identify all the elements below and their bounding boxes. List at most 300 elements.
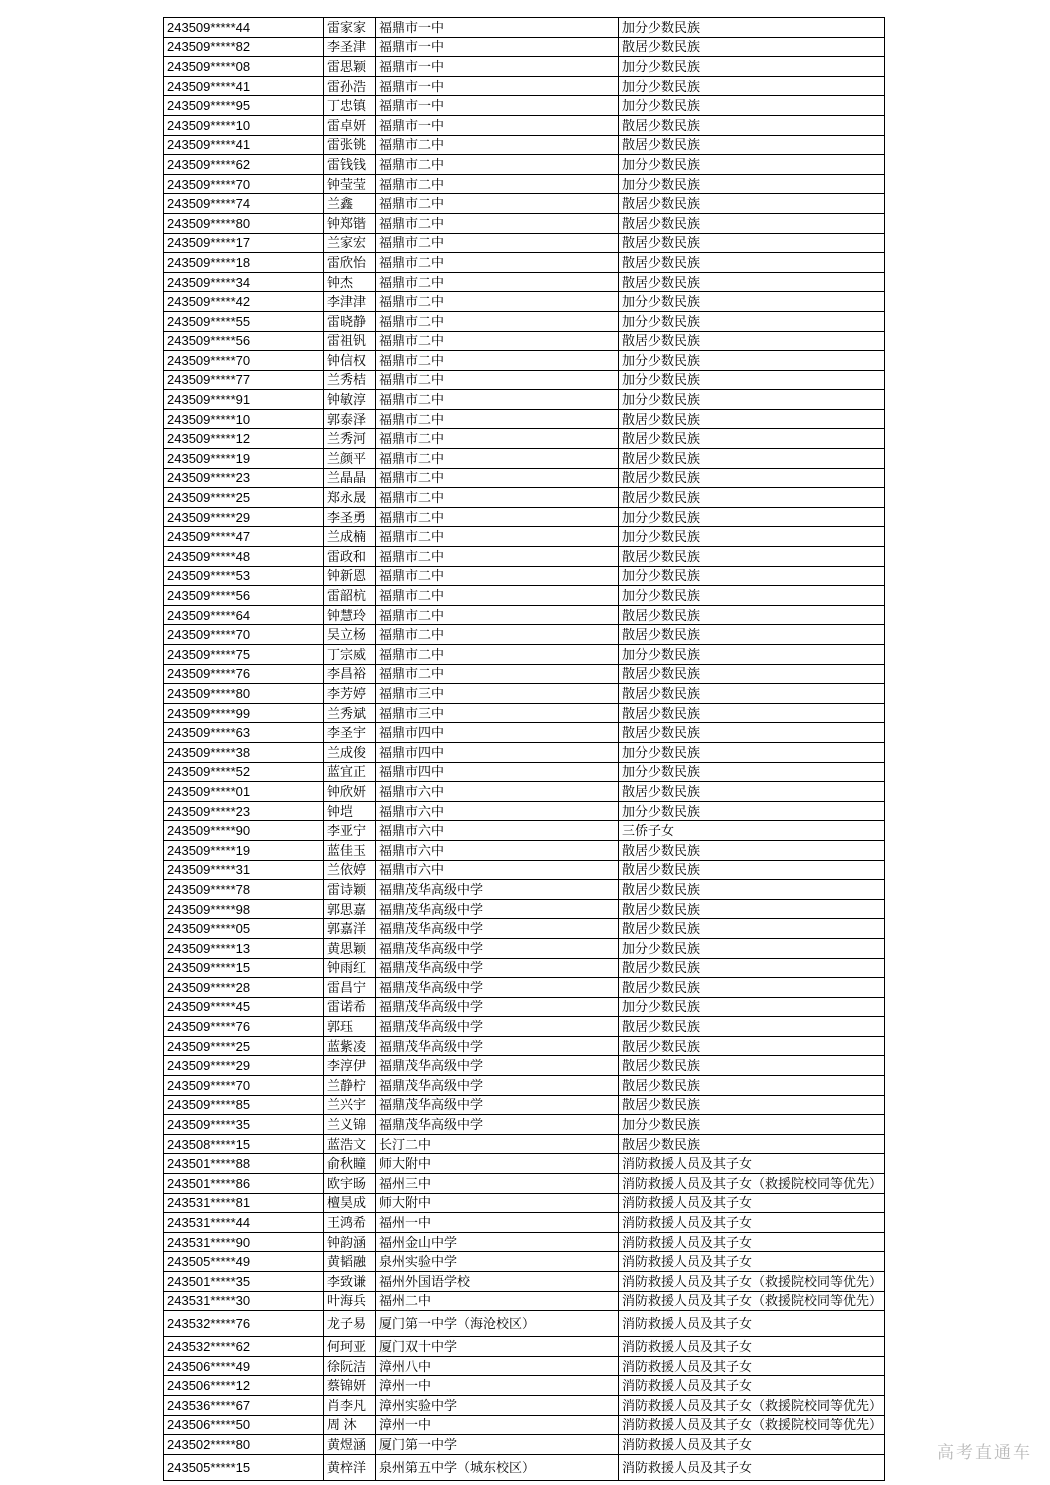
candidate-category-cell: 散居少数民族 [619, 449, 885, 469]
table-row [164, 115, 885, 135]
candidate-name-cell: 雷祖钒 [324, 331, 376, 351]
candidate-name-cell: 雷孙浩 [324, 76, 376, 96]
candidate-school-cell: 福州三中 [376, 1174, 619, 1194]
candidate-category-cell: 加分少数民族 [619, 390, 885, 410]
candidate-id-cell: 243509*****38 [164, 742, 324, 762]
candidate-school-cell: 福州一中 [376, 1213, 619, 1233]
candidate-category-cell: 加分少数民族 [619, 586, 885, 606]
table-row [164, 331, 885, 351]
candidate-name-cell: 兰颜平 [324, 449, 376, 469]
table-row [164, 1154, 885, 1174]
candidate-id-cell: 243509*****70 [164, 351, 324, 371]
table-row [164, 586, 885, 606]
candidate-id-cell: 243509*****25 [164, 488, 324, 508]
candidate-id-cell: 243505*****49 [164, 1252, 324, 1272]
table-row [164, 860, 885, 880]
table-row [164, 194, 885, 214]
candidate-school-cell: 师大附中 [376, 1154, 619, 1174]
candidate-category-cell: 消防救援人员及其子女 [619, 1376, 885, 1396]
candidate-name-cell: 兰秀斌 [324, 703, 376, 723]
candidate-school-cell: 福鼎市二中 [376, 527, 619, 547]
candidate-category-cell: 散居少数民族 [619, 782, 885, 802]
candidate-category-cell: 加分少数民族 [619, 566, 885, 586]
candidate-category-cell: 散居少数民族 [619, 978, 885, 998]
candidate-id-cell: 243509*****12 [164, 429, 324, 449]
table-row [164, 1337, 885, 1357]
candidate-category-cell: 加分少数民族 [619, 57, 885, 77]
candidate-id-cell: 243509*****01 [164, 782, 324, 802]
candidate-id-cell: 243509*****70 [164, 1076, 324, 1096]
candidate-id-cell: 243509*****52 [164, 762, 324, 782]
candidate-name-cell: 周 沐 [324, 1415, 376, 1435]
candidate-name-cell: 兰家宏 [324, 233, 376, 253]
candidate-id-cell: 243509*****44 [164, 18, 324, 38]
candidate-category-cell: 散居少数民族 [619, 468, 885, 488]
candidate-id-cell: 243502*****80 [164, 1435, 324, 1455]
table-row [164, 1193, 885, 1213]
candidate-name-cell: 钟雨红 [324, 958, 376, 978]
candidate-name-cell: 蓝宜正 [324, 762, 376, 782]
candidate-category-cell: 消防救援人员及其子女（救援院校同等优先） [619, 1291, 885, 1311]
candidate-school-cell: 福鼎茂华高级中学 [376, 1115, 619, 1135]
table-row [164, 155, 885, 175]
table-row [164, 96, 885, 116]
candidate-name-cell: 雷晓静 [324, 311, 376, 331]
candidate-id-cell: 243501*****86 [164, 1174, 324, 1194]
candidate-id-cell: 243509*****62 [164, 155, 324, 175]
candidate-category-cell: 散居少数民族 [619, 272, 885, 292]
candidate-name-cell: 兰晶晶 [324, 468, 376, 488]
candidate-id-cell: 243531*****30 [164, 1291, 324, 1311]
candidate-school-cell: 福鼎市一中 [376, 96, 619, 116]
table-row [164, 1232, 885, 1252]
candidate-id-cell: 243509*****19 [164, 840, 324, 860]
candidate-name-cell: 兰鑫 [324, 194, 376, 214]
candidate-name-cell: 蓝紫凌 [324, 1036, 376, 1056]
candidate-name-cell: 雷诺希 [324, 997, 376, 1017]
candidate-school-cell: 福鼎市二中 [376, 566, 619, 586]
candidate-category-cell: 加分少数民族 [619, 155, 885, 175]
table-row [164, 645, 885, 665]
candidate-school-cell: 厦门第一中学（海沧校区） [376, 1311, 619, 1337]
candidate-id-cell: 243509*****82 [164, 37, 324, 57]
candidate-category-cell: 散居少数民族 [619, 880, 885, 900]
candidate-id-cell: 243509*****47 [164, 527, 324, 547]
candidate-school-cell: 福鼎市二中 [376, 331, 619, 351]
table-row [164, 390, 885, 410]
table-row [164, 899, 885, 919]
table-row [164, 919, 885, 939]
candidate-name-cell: 钟杰 [324, 272, 376, 292]
candidate-name-cell: 郑永晟 [324, 488, 376, 508]
candidate-category-cell: 散居少数民族 [619, 194, 885, 214]
candidate-id-cell: 243509*****05 [164, 919, 324, 939]
candidate-school-cell: 厦门双十中学 [376, 1337, 619, 1357]
candidate-name-cell: 李圣勇 [324, 507, 376, 527]
candidate-category-cell: 加分少数民族 [619, 938, 885, 958]
candidate-name-cell: 郭嘉洋 [324, 919, 376, 939]
candidate-name-cell: 兰依婷 [324, 860, 376, 880]
candidate-id-cell: 243509*****70 [164, 625, 324, 645]
candidate-school-cell: 福鼎市二中 [376, 625, 619, 645]
candidate-id-cell: 243509*****08 [164, 57, 324, 77]
candidate-name-cell: 郭泰泽 [324, 409, 376, 429]
candidate-school-cell: 泉州第五中学（城东校区） [376, 1454, 619, 1480]
candidate-category-cell: 消防救援人员及其子女 [619, 1213, 885, 1233]
candidate-category-cell: 消防救援人员及其子女 [619, 1435, 885, 1455]
candidate-school-cell: 福鼎市二中 [376, 547, 619, 567]
candidate-category-cell: 消防救援人员及其子女 [619, 1252, 885, 1272]
table-row [164, 1435, 885, 1455]
candidate-name-cell: 兰静柠 [324, 1076, 376, 1096]
table-row [164, 351, 885, 371]
candidate-school-cell: 福鼎市二中 [376, 155, 619, 175]
candidate-id-cell: 243532*****62 [164, 1337, 324, 1357]
candidate-name-cell: 黄煜涵 [324, 1435, 376, 1455]
candidate-id-cell: 243509*****55 [164, 311, 324, 331]
table-row [164, 1376, 885, 1396]
candidate-school-cell: 福鼎市二中 [376, 253, 619, 273]
candidate-name-cell: 兰成俊 [324, 742, 376, 762]
candidate-name-cell: 钟敏淳 [324, 390, 376, 410]
table-row [164, 880, 885, 900]
candidate-name-cell: 钟莹莹 [324, 174, 376, 194]
candidate-name-cell: 徐阮洁 [324, 1356, 376, 1376]
candidate-school-cell: 福鼎茂华高级中学 [376, 919, 619, 939]
candidate-id-cell: 243509*****25 [164, 1036, 324, 1056]
candidate-category-cell: 消防救援人员及其子女（救援院校同等优先） [619, 1395, 885, 1415]
table-row [164, 213, 885, 233]
candidate-name-cell: 李芳婷 [324, 684, 376, 704]
candidate-school-cell: 福州外国语学校 [376, 1272, 619, 1292]
candidate-name-cell: 李亚宁 [324, 821, 376, 841]
candidate-category-cell: 加分少数民族 [619, 1115, 885, 1135]
candidate-category-cell: 散居少数民族 [619, 233, 885, 253]
candidate-school-cell: 长汀二中 [376, 1134, 619, 1154]
candidate-name-cell: 钟欣妍 [324, 782, 376, 802]
candidate-roster-table [163, 17, 885, 1481]
table-row [164, 76, 885, 96]
table-row [164, 1395, 885, 1415]
candidate-category-cell: 散居少数民族 [619, 919, 885, 939]
candidate-school-cell: 厦门第一中学 [376, 1435, 619, 1455]
candidate-id-cell: 243536*****67 [164, 1395, 324, 1415]
candidate-category-cell: 散居少数民族 [619, 605, 885, 625]
candidate-id-cell: 243509*****29 [164, 507, 324, 527]
candidate-school-cell: 福鼎市二中 [376, 664, 619, 684]
table-row [164, 527, 885, 547]
candidate-id-cell: 243509*****23 [164, 801, 324, 821]
candidate-id-cell: 243509*****41 [164, 135, 324, 155]
candidate-category-cell: 散居少数民族 [619, 664, 885, 684]
candidate-name-cell: 龙子易 [324, 1311, 376, 1337]
candidate-school-cell: 福鼎市二中 [376, 194, 619, 214]
candidate-id-cell: 243531*****90 [164, 1232, 324, 1252]
candidate-id-cell: 243509*****15 [164, 958, 324, 978]
table-row [164, 449, 885, 469]
table-row [164, 233, 885, 253]
table-row [164, 1213, 885, 1233]
candidate-category-cell: 加分少数民族 [619, 96, 885, 116]
candidate-id-cell: 243509*****29 [164, 1056, 324, 1076]
candidate-school-cell: 福鼎市二中 [376, 272, 619, 292]
candidate-school-cell: 福鼎茂华高级中学 [376, 938, 619, 958]
table-row [164, 547, 885, 567]
candidate-id-cell: 243509*****91 [164, 390, 324, 410]
candidate-school-cell: 福鼎市四中 [376, 742, 619, 762]
table-row [164, 801, 885, 821]
table-row [164, 782, 885, 802]
table-row [164, 684, 885, 704]
candidate-name-cell: 檀昊成 [324, 1193, 376, 1213]
table-row [164, 1095, 885, 1115]
candidate-name-cell: 欧宇旸 [324, 1174, 376, 1194]
candidate-id-cell: 243531*****81 [164, 1193, 324, 1213]
candidate-category-cell: 加分少数民族 [619, 997, 885, 1017]
candidate-category-cell: 散居少数民族 [619, 1017, 885, 1037]
candidate-category-cell: 散居少数民族 [619, 840, 885, 860]
candidate-id-cell: 243508*****15 [164, 1134, 324, 1154]
candidate-id-cell: 243509*****98 [164, 899, 324, 919]
candidate-id-cell: 243509*****99 [164, 703, 324, 723]
candidate-name-cell: 蔡锦妍 [324, 1376, 376, 1396]
candidate-id-cell: 243509*****53 [164, 566, 324, 586]
candidate-id-cell: 243509*****10 [164, 409, 324, 429]
candidate-category-cell: 散居少数民族 [619, 213, 885, 233]
candidate-name-cell: 黄韬融 [324, 1252, 376, 1272]
candidate-name-cell: 何珂亚 [324, 1337, 376, 1357]
candidate-category-cell: 散居少数民族 [619, 409, 885, 429]
candidate-category-cell: 散居少数民族 [619, 37, 885, 57]
candidate-school-cell: 福鼎市二中 [376, 645, 619, 665]
table-row [164, 1272, 885, 1292]
candidate-name-cell: 雷张铫 [324, 135, 376, 155]
candidate-school-cell: 福鼎市六中 [376, 840, 619, 860]
table-row [164, 468, 885, 488]
candidate-name-cell: 兰义锦 [324, 1115, 376, 1135]
candidate-school-cell: 福鼎市一中 [376, 37, 619, 57]
candidate-name-cell: 钟信权 [324, 351, 376, 371]
table-row [164, 742, 885, 762]
candidate-id-cell: 243509*****42 [164, 292, 324, 312]
candidate-school-cell: 福鼎市二中 [376, 488, 619, 508]
candidate-school-cell: 福鼎市六中 [376, 821, 619, 841]
candidate-school-cell: 福鼎市四中 [376, 762, 619, 782]
candidate-school-cell: 师大附中 [376, 1193, 619, 1213]
table-row [164, 566, 885, 586]
candidate-id-cell: 243509*****31 [164, 860, 324, 880]
candidate-name-cell: 李致谦 [324, 1272, 376, 1292]
candidate-name-cell: 雷思颖 [324, 57, 376, 77]
table-row [164, 997, 885, 1017]
candidate-id-cell: 243509*****90 [164, 821, 324, 841]
candidate-school-cell: 福鼎市三中 [376, 703, 619, 723]
candidate-category-cell: 散居少数民族 [619, 1056, 885, 1076]
candidate-category-cell: 散居少数民族 [619, 899, 885, 919]
candidate-name-cell: 雷诗颖 [324, 880, 376, 900]
candidate-name-cell: 蓝佳玉 [324, 840, 376, 860]
candidate-id-cell: 243509*****17 [164, 233, 324, 253]
candidate-name-cell: 雷韶杭 [324, 586, 376, 606]
candidate-name-cell: 兰秀河 [324, 429, 376, 449]
table-row [164, 37, 885, 57]
candidate-school-cell: 福鼎市二中 [376, 409, 619, 429]
candidate-name-cell: 雷昌宁 [324, 978, 376, 998]
candidate-school-cell: 福鼎市六中 [376, 782, 619, 802]
candidate-id-cell: 243509*****56 [164, 586, 324, 606]
candidate-category-cell: 散居少数民族 [619, 1036, 885, 1056]
candidate-name-cell: 叶海兵 [324, 1291, 376, 1311]
table-row [164, 1454, 885, 1480]
candidate-school-cell: 福鼎市三中 [376, 684, 619, 704]
candidate-name-cell: 李圣宇 [324, 723, 376, 743]
table-row [164, 272, 885, 292]
candidate-category-cell: 加分少数民族 [619, 370, 885, 390]
candidate-category-cell: 散居少数民族 [619, 331, 885, 351]
candidate-school-cell: 福州金山中学 [376, 1232, 619, 1252]
candidate-school-cell: 福鼎茂华高级中学 [376, 1095, 619, 1115]
table-row [164, 18, 885, 38]
candidate-name-cell: 郭珏 [324, 1017, 376, 1037]
table-row [164, 1174, 885, 1194]
candidate-school-cell: 福鼎市二中 [376, 605, 619, 625]
table-row [164, 409, 885, 429]
candidate-category-cell: 散居少数民族 [619, 723, 885, 743]
table-row [164, 1311, 885, 1337]
candidate-name-cell: 兰兴宇 [324, 1095, 376, 1115]
candidate-id-cell: 243509*****74 [164, 194, 324, 214]
candidate-school-cell: 福鼎茂华高级中学 [376, 1076, 619, 1096]
table-row [164, 429, 885, 449]
candidate-school-cell: 福鼎市二中 [376, 213, 619, 233]
candidate-category-cell: 散居少数民族 [619, 547, 885, 567]
roster-table-container [163, 17, 884, 1481]
table-row [164, 664, 885, 684]
table-row [164, 1291, 885, 1311]
candidate-id-cell: 243509*****78 [164, 880, 324, 900]
candidate-school-cell: 泉州实验中学 [376, 1252, 619, 1272]
candidate-id-cell: 243531*****44 [164, 1213, 324, 1233]
candidate-category-cell: 加分少数民族 [619, 742, 885, 762]
candidate-name-cell: 李昌裕 [324, 664, 376, 684]
candidate-id-cell: 243506*****50 [164, 1415, 324, 1435]
candidate-school-cell: 福鼎市一中 [376, 76, 619, 96]
table-row [164, 1415, 885, 1435]
table-row [164, 762, 885, 782]
candidate-id-cell: 243509*****70 [164, 174, 324, 194]
candidate-category-cell: 消防救援人员及其子女 [619, 1337, 885, 1357]
candidate-school-cell: 福鼎茂华高级中学 [376, 899, 619, 919]
table-row [164, 703, 885, 723]
candidate-id-cell: 243509*****63 [164, 723, 324, 743]
table-row [164, 1056, 885, 1076]
table-row [164, 311, 885, 331]
candidate-id-cell: 243501*****88 [164, 1154, 324, 1174]
table-row [164, 57, 885, 77]
candidate-category-cell: 三侨子女 [619, 821, 885, 841]
candidate-name-cell: 吴立杨 [324, 625, 376, 645]
candidate-school-cell: 福鼎市二中 [376, 292, 619, 312]
candidate-id-cell: 243509*****13 [164, 938, 324, 958]
candidate-id-cell: 243509*****80 [164, 684, 324, 704]
roster-table-body [164, 18, 885, 1481]
candidate-category-cell: 散居少数民族 [619, 958, 885, 978]
candidate-name-cell: 钟垲 [324, 801, 376, 821]
table-row [164, 1036, 885, 1056]
candidate-name-cell: 雷欣怡 [324, 253, 376, 273]
candidate-category-cell: 加分少数民族 [619, 76, 885, 96]
candidate-category-cell: 加分少数民族 [619, 507, 885, 527]
candidate-name-cell: 雷家家 [324, 18, 376, 38]
candidate-name-cell: 肖李凡 [324, 1395, 376, 1415]
candidate-category-cell: 加分少数民族 [619, 801, 885, 821]
candidate-category-cell: 散居少数民族 [619, 253, 885, 273]
candidate-category-cell: 消防救援人员及其子女 [619, 1454, 885, 1480]
table-row [164, 840, 885, 860]
candidate-school-cell: 福鼎市一中 [376, 57, 619, 77]
table-row [164, 821, 885, 841]
candidate-school-cell: 福鼎茂华高级中学 [376, 1056, 619, 1076]
candidate-id-cell: 243509*****76 [164, 1017, 324, 1037]
table-row [164, 723, 885, 743]
table-row [164, 370, 885, 390]
candidate-category-cell: 散居少数民族 [619, 135, 885, 155]
table-row [164, 958, 885, 978]
candidate-category-cell: 散居少数民族 [619, 429, 885, 449]
candidate-id-cell: 243532*****76 [164, 1311, 324, 1337]
candidate-school-cell: 福鼎市六中 [376, 860, 619, 880]
table-row [164, 978, 885, 998]
candidate-name-cell: 雷钱钱 [324, 155, 376, 175]
candidate-school-cell: 福鼎茂华高级中学 [376, 958, 619, 978]
candidate-id-cell: 243509*****18 [164, 253, 324, 273]
candidate-school-cell: 漳州八中 [376, 1356, 619, 1376]
candidate-category-cell: 散居少数民族 [619, 1095, 885, 1115]
table-row [164, 605, 885, 625]
table-row [164, 253, 885, 273]
candidate-name-cell: 蓝浩文 [324, 1134, 376, 1154]
candidate-category-cell: 消防救援人员及其子女（救援院校同等优先） [619, 1272, 885, 1292]
candidate-category-cell: 消防救援人员及其子女 [619, 1311, 885, 1337]
candidate-name-cell: 钟新恩 [324, 566, 376, 586]
candidate-id-cell: 243501*****35 [164, 1272, 324, 1292]
candidate-name-cell: 黄思颖 [324, 938, 376, 958]
table-row [164, 135, 885, 155]
candidate-id-cell: 243509*****77 [164, 370, 324, 390]
candidate-category-cell: 加分少数民族 [619, 645, 885, 665]
candidate-category-cell: 消防救援人员及其子女（救援院校同等优先） [619, 1415, 885, 1435]
candidate-name-cell: 丁忠镇 [324, 96, 376, 116]
table-row [164, 1115, 885, 1135]
table-row [164, 174, 885, 194]
candidate-category-cell: 加分少数民族 [619, 762, 885, 782]
table-row [164, 1252, 885, 1272]
candidate-name-cell: 李津津 [324, 292, 376, 312]
candidate-name-cell: 黄梓洋 [324, 1454, 376, 1480]
table-row [164, 507, 885, 527]
candidate-category-cell: 散居少数民族 [619, 115, 885, 135]
candidate-id-cell: 243505*****15 [164, 1454, 324, 1480]
candidate-id-cell: 243509*****80 [164, 213, 324, 233]
candidate-id-cell: 243509*****95 [164, 96, 324, 116]
watermark-label: 高考直通车 [937, 1443, 1032, 1462]
candidate-id-cell: 243509*****35 [164, 1115, 324, 1135]
candidate-category-cell: 消防救援人员及其子女（救援院校同等优先） [619, 1174, 885, 1194]
candidate-category-cell: 散居少数民族 [619, 1076, 885, 1096]
candidate-id-cell: 243509*****23 [164, 468, 324, 488]
table-row [164, 1134, 885, 1154]
candidate-school-cell: 福鼎市二中 [376, 390, 619, 410]
